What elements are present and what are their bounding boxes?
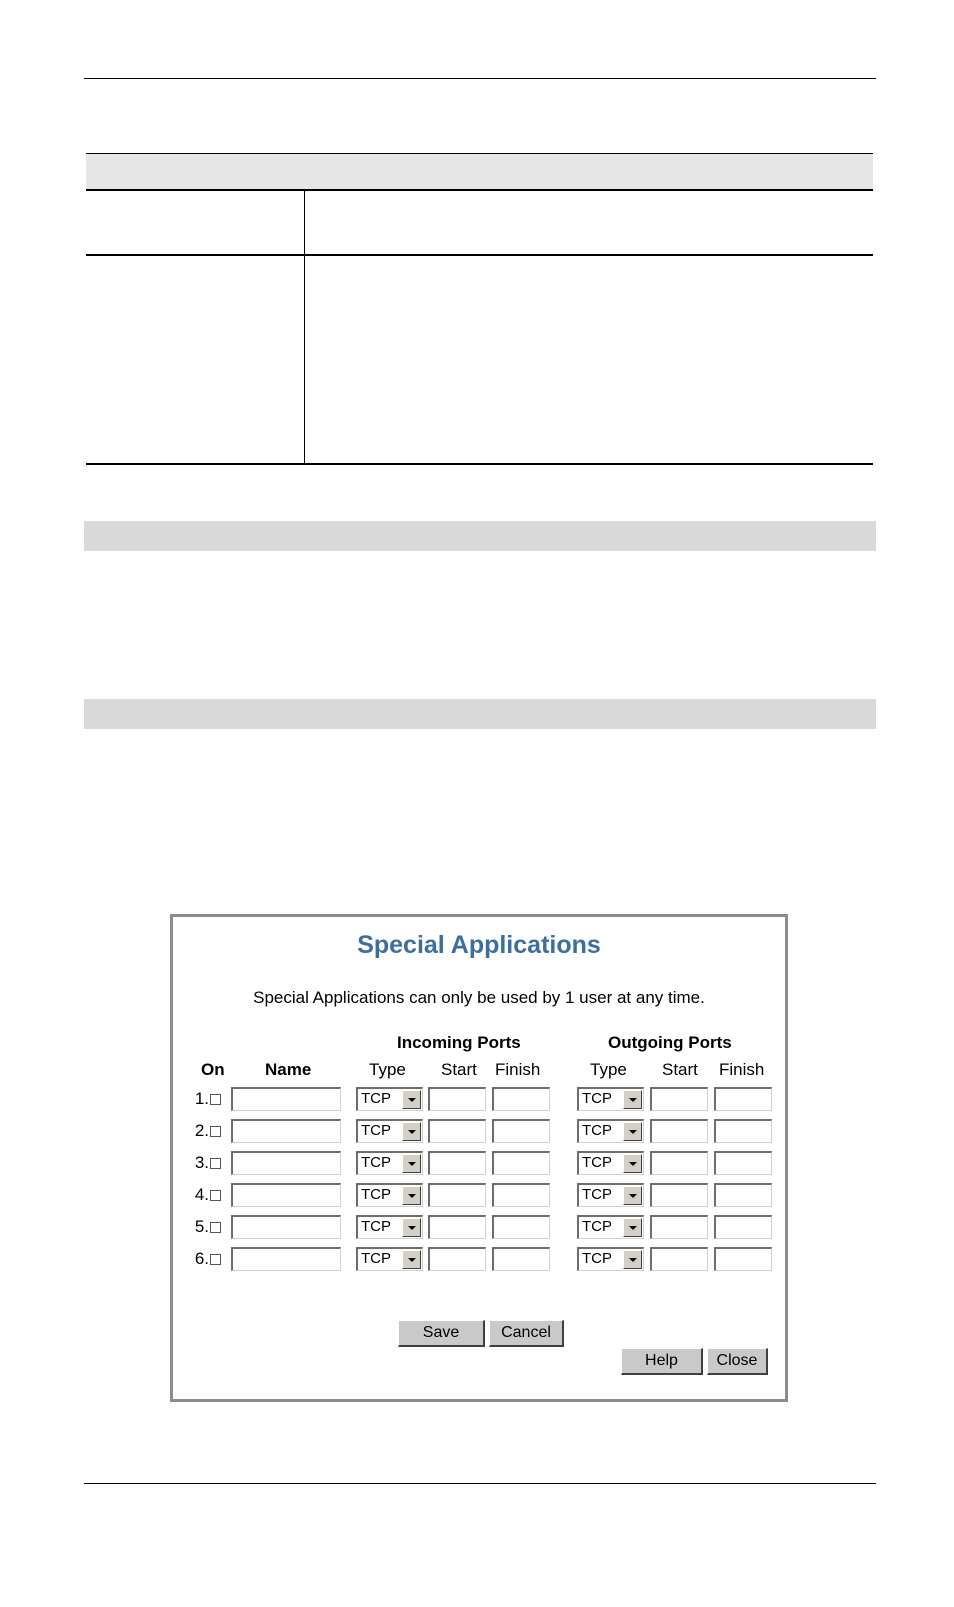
col-in-finish: Finish: [495, 1060, 541, 1079]
incoming-start-input[interactable]: [428, 1215, 486, 1239]
app-row-2: [173, 1119, 785, 1145]
panel-title: Special Applications: [357, 931, 601, 959]
col-out-type: Type: [590, 1060, 627, 1079]
col-on: On: [201, 1060, 225, 1079]
enable-checkbox[interactable]: [210, 1126, 221, 1137]
select-value: TCP: [361, 1250, 391, 1267]
top-rule: [84, 78, 876, 79]
row-number: 4.: [194, 1185, 209, 1204]
select-value: TCP: [582, 1122, 612, 1139]
outgoing-start-input[interactable]: [650, 1215, 708, 1239]
incoming-type-select[interactable]: [356, 1087, 423, 1111]
enable-checkbox[interactable]: [210, 1158, 221, 1169]
app-row-5: [173, 1215, 785, 1241]
outgoing-start-input[interactable]: [650, 1247, 708, 1271]
incoming-finish-input[interactable]: [492, 1183, 550, 1207]
enable-checkbox[interactable]: [210, 1222, 221, 1233]
outgoing-type-select[interactable]: [577, 1215, 644, 1239]
chevron-down-icon[interactable]: [402, 1154, 421, 1173]
name-input[interactable]: [231, 1183, 341, 1207]
bottom-rule: [84, 1483, 876, 1484]
row-number: 3.: [194, 1153, 209, 1172]
outgoing-start-input[interactable]: [650, 1119, 708, 1143]
parameter-table: [86, 153, 873, 465]
app-row-1: [173, 1087, 785, 1113]
close-button[interactable]: Close: [707, 1348, 768, 1375]
row-divider: [86, 463, 873, 465]
enable-checkbox[interactable]: [210, 1190, 221, 1201]
chevron-down-icon[interactable]: [402, 1218, 421, 1237]
select-value: TCP: [582, 1090, 612, 1107]
incoming-start-input[interactable]: [428, 1183, 486, 1207]
incoming-finish-input[interactable]: [492, 1119, 550, 1143]
outgoing-type-select[interactable]: [577, 1247, 644, 1271]
chevron-down-icon[interactable]: [402, 1250, 421, 1269]
incoming-finish-input[interactable]: [492, 1151, 550, 1175]
special-applications-panel: [170, 914, 788, 1402]
outgoing-start-input[interactable]: [650, 1151, 708, 1175]
name-input[interactable]: [231, 1087, 341, 1111]
row-number: 2.: [194, 1121, 209, 1140]
incoming-type-select[interactable]: [356, 1119, 423, 1143]
incoming-finish-input[interactable]: [492, 1215, 550, 1239]
outgoing-finish-input[interactable]: [714, 1151, 772, 1175]
name-input[interactable]: [231, 1247, 341, 1271]
chevron-down-icon[interactable]: [623, 1250, 642, 1269]
select-value: TCP: [361, 1218, 391, 1235]
outgoing-ports-heading: Outgoing Ports: [608, 1033, 732, 1052]
row-number: 5.: [194, 1217, 209, 1236]
outgoing-finish-input[interactable]: [714, 1215, 772, 1239]
col-in-type: Type: [369, 1060, 406, 1079]
table-header-row: [86, 153, 873, 191]
incoming-type-select[interactable]: [356, 1215, 423, 1239]
outgoing-type-select[interactable]: [577, 1151, 644, 1175]
incoming-type-select[interactable]: [356, 1151, 423, 1175]
panel-subtitle: Special Applications can only be used by 1 user at any time.: [253, 988, 705, 1007]
select-value: TCP: [582, 1154, 612, 1171]
select-value: TCP: [361, 1122, 391, 1139]
col-name: Name: [265, 1060, 312, 1079]
chevron-down-icon[interactable]: [402, 1186, 421, 1205]
select-value: TCP: [361, 1090, 391, 1107]
outgoing-type-select[interactable]: [577, 1183, 644, 1207]
select-value: TCP: [361, 1186, 391, 1203]
cancel-button[interactable]: Cancel: [489, 1320, 564, 1347]
name-input[interactable]: [231, 1119, 341, 1143]
outgoing-start-input[interactable]: [650, 1183, 708, 1207]
column-divider: [304, 191, 305, 465]
select-value: TCP: [361, 1154, 391, 1171]
enable-checkbox[interactable]: [210, 1094, 221, 1105]
chevron-down-icon[interactable]: [623, 1122, 642, 1141]
chevron-down-icon[interactable]: [623, 1218, 642, 1237]
col-in-start: Start: [441, 1060, 477, 1079]
row-number: 1.: [194, 1089, 209, 1108]
row-number: 6.: [194, 1249, 209, 1268]
outgoing-finish-input[interactable]: [714, 1087, 772, 1111]
name-input[interactable]: [231, 1215, 341, 1239]
help-button[interactable]: Help: [621, 1348, 703, 1375]
incoming-type-select[interactable]: [356, 1183, 423, 1207]
chevron-down-icon[interactable]: [402, 1090, 421, 1109]
incoming-start-input[interactable]: [428, 1119, 486, 1143]
outgoing-finish-input[interactable]: [714, 1247, 772, 1271]
chevron-down-icon[interactable]: [623, 1186, 642, 1205]
app-row-6: [173, 1247, 785, 1273]
col-out-finish: Finish: [719, 1060, 765, 1079]
name-input[interactable]: [231, 1151, 341, 1175]
outgoing-type-select[interactable]: [577, 1087, 644, 1111]
select-value: TCP: [582, 1218, 612, 1235]
outgoing-finish-input[interactable]: [714, 1183, 772, 1207]
incoming-finish-input[interactable]: [492, 1087, 550, 1111]
chevron-down-icon[interactable]: [623, 1090, 642, 1109]
incoming-start-input[interactable]: [428, 1151, 486, 1175]
save-button[interactable]: Save: [398, 1320, 485, 1347]
incoming-start-input[interactable]: [428, 1247, 486, 1271]
incoming-ports-heading: Incoming Ports: [397, 1033, 521, 1052]
row-divider: [86, 254, 873, 256]
outgoing-type-select[interactable]: [577, 1119, 644, 1143]
enable-checkbox[interactable]: [210, 1254, 221, 1265]
chevron-down-icon[interactable]: [623, 1154, 642, 1173]
incoming-start-input[interactable]: [428, 1087, 486, 1111]
outgoing-finish-input[interactable]: [714, 1119, 772, 1143]
col-out-start: Start: [662, 1060, 698, 1079]
chevron-down-icon[interactable]: [402, 1122, 421, 1141]
app-row-3: [173, 1151, 785, 1177]
outgoing-start-input[interactable]: [650, 1087, 708, 1111]
section-heading-bar: [84, 521, 876, 551]
section-heading-bar: [84, 699, 876, 729]
incoming-type-select[interactable]: [356, 1247, 423, 1271]
app-row-4: [173, 1183, 785, 1209]
select-value: TCP: [582, 1186, 612, 1203]
incoming-finish-input[interactable]: [492, 1247, 550, 1271]
select-value: TCP: [582, 1250, 612, 1267]
